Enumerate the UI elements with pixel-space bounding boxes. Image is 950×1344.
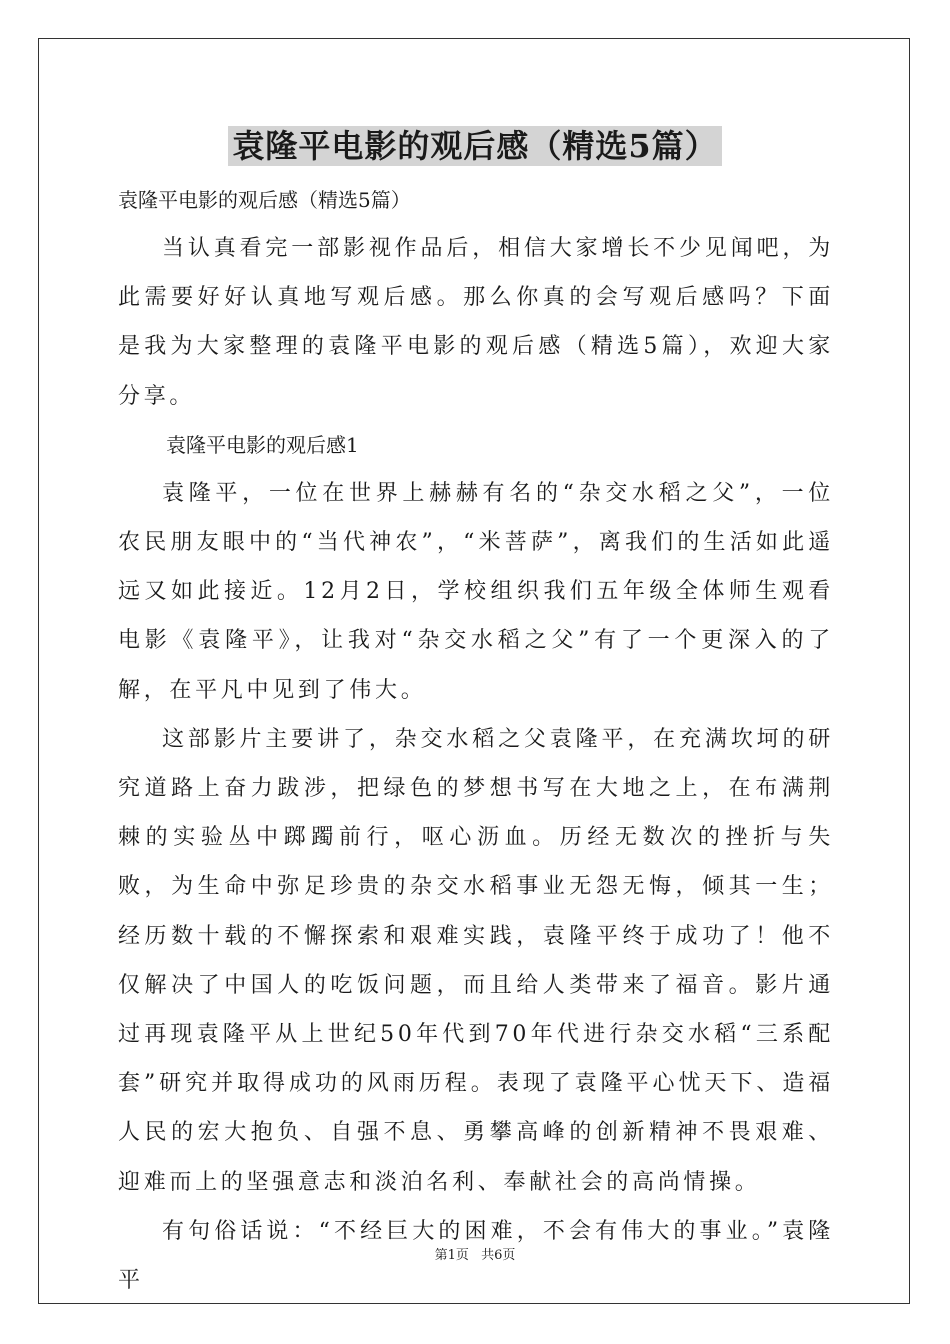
document-subtitle: 袁隆平电影的观后感（精选5篇） [118,188,411,212]
section-title: 袁隆平电影的观后感1 [166,432,359,457]
title-container [0,126,950,166]
page-number: 第1页 [434,1248,469,1263]
page-footer [0,1246,950,1266]
total-pages: 共6页 [481,1248,516,1263]
intro-paragraph: 当认真看完一部影视作品后，相信大家增长不少见闻吧，为此需要好好认真地写观后感。那么你真的会写观后感吗？下面是我为大家整理的袁隆平电影的观后感（精选5篇），欢迎大家分享。 [118,236,834,409]
document-title: 袁隆平电影的观后感（精选5篇） [228,126,721,166]
body-paragraph-3: 有句俗话说：“不经巨大的困难，不会有伟大的事业。”袁隆平 [118,1218,834,1294]
body-paragraph-1: 袁隆平，一位在世界上赫赫有名的“杂交水稻之父”，一位农民朋友眼中的“当代神农”，“米菩萨”，离我们的生活如此遥远又如此接近。12月2日，学校组织我们五年级全体师生观看电影《袁隆平》，让我对“杂交水稻之父”有了一个更深入的了解，在平凡中见到了伟大。 [118,480,834,703]
document-body [118,176,834,1305]
body-paragraph-2: 这部影片主要讲了，杂交水稻之父袁隆平，在充满坎坷的研究道路上奋力跋涉，把绿色的梦想书写在大地之上，在布满荆棘的实验丛中踯躅前行，呕心沥血。历经无数次的挫折与失败，为生命中弥足珍贵的杂交水稻事业无怨无悔，倾其一生；经历数十载的不懈探索和艰难实践，袁隆平终于成功了！他不仅解决了中国人的吃饭问题，而且给人类带来了福音。影片通过再现袁隆平从上世纪50年代到70年代进行杂交水稻“三系配套”研究并取得成功的风雨历程。表现了袁隆平心忧天下、造福人民的宏大抱负、自强不息、勇攀高峰的创新精神不畏艰难、迎难而上的坚强意志和淡泊名利、奉献社会的高尚情操。 [118,726,834,1195]
